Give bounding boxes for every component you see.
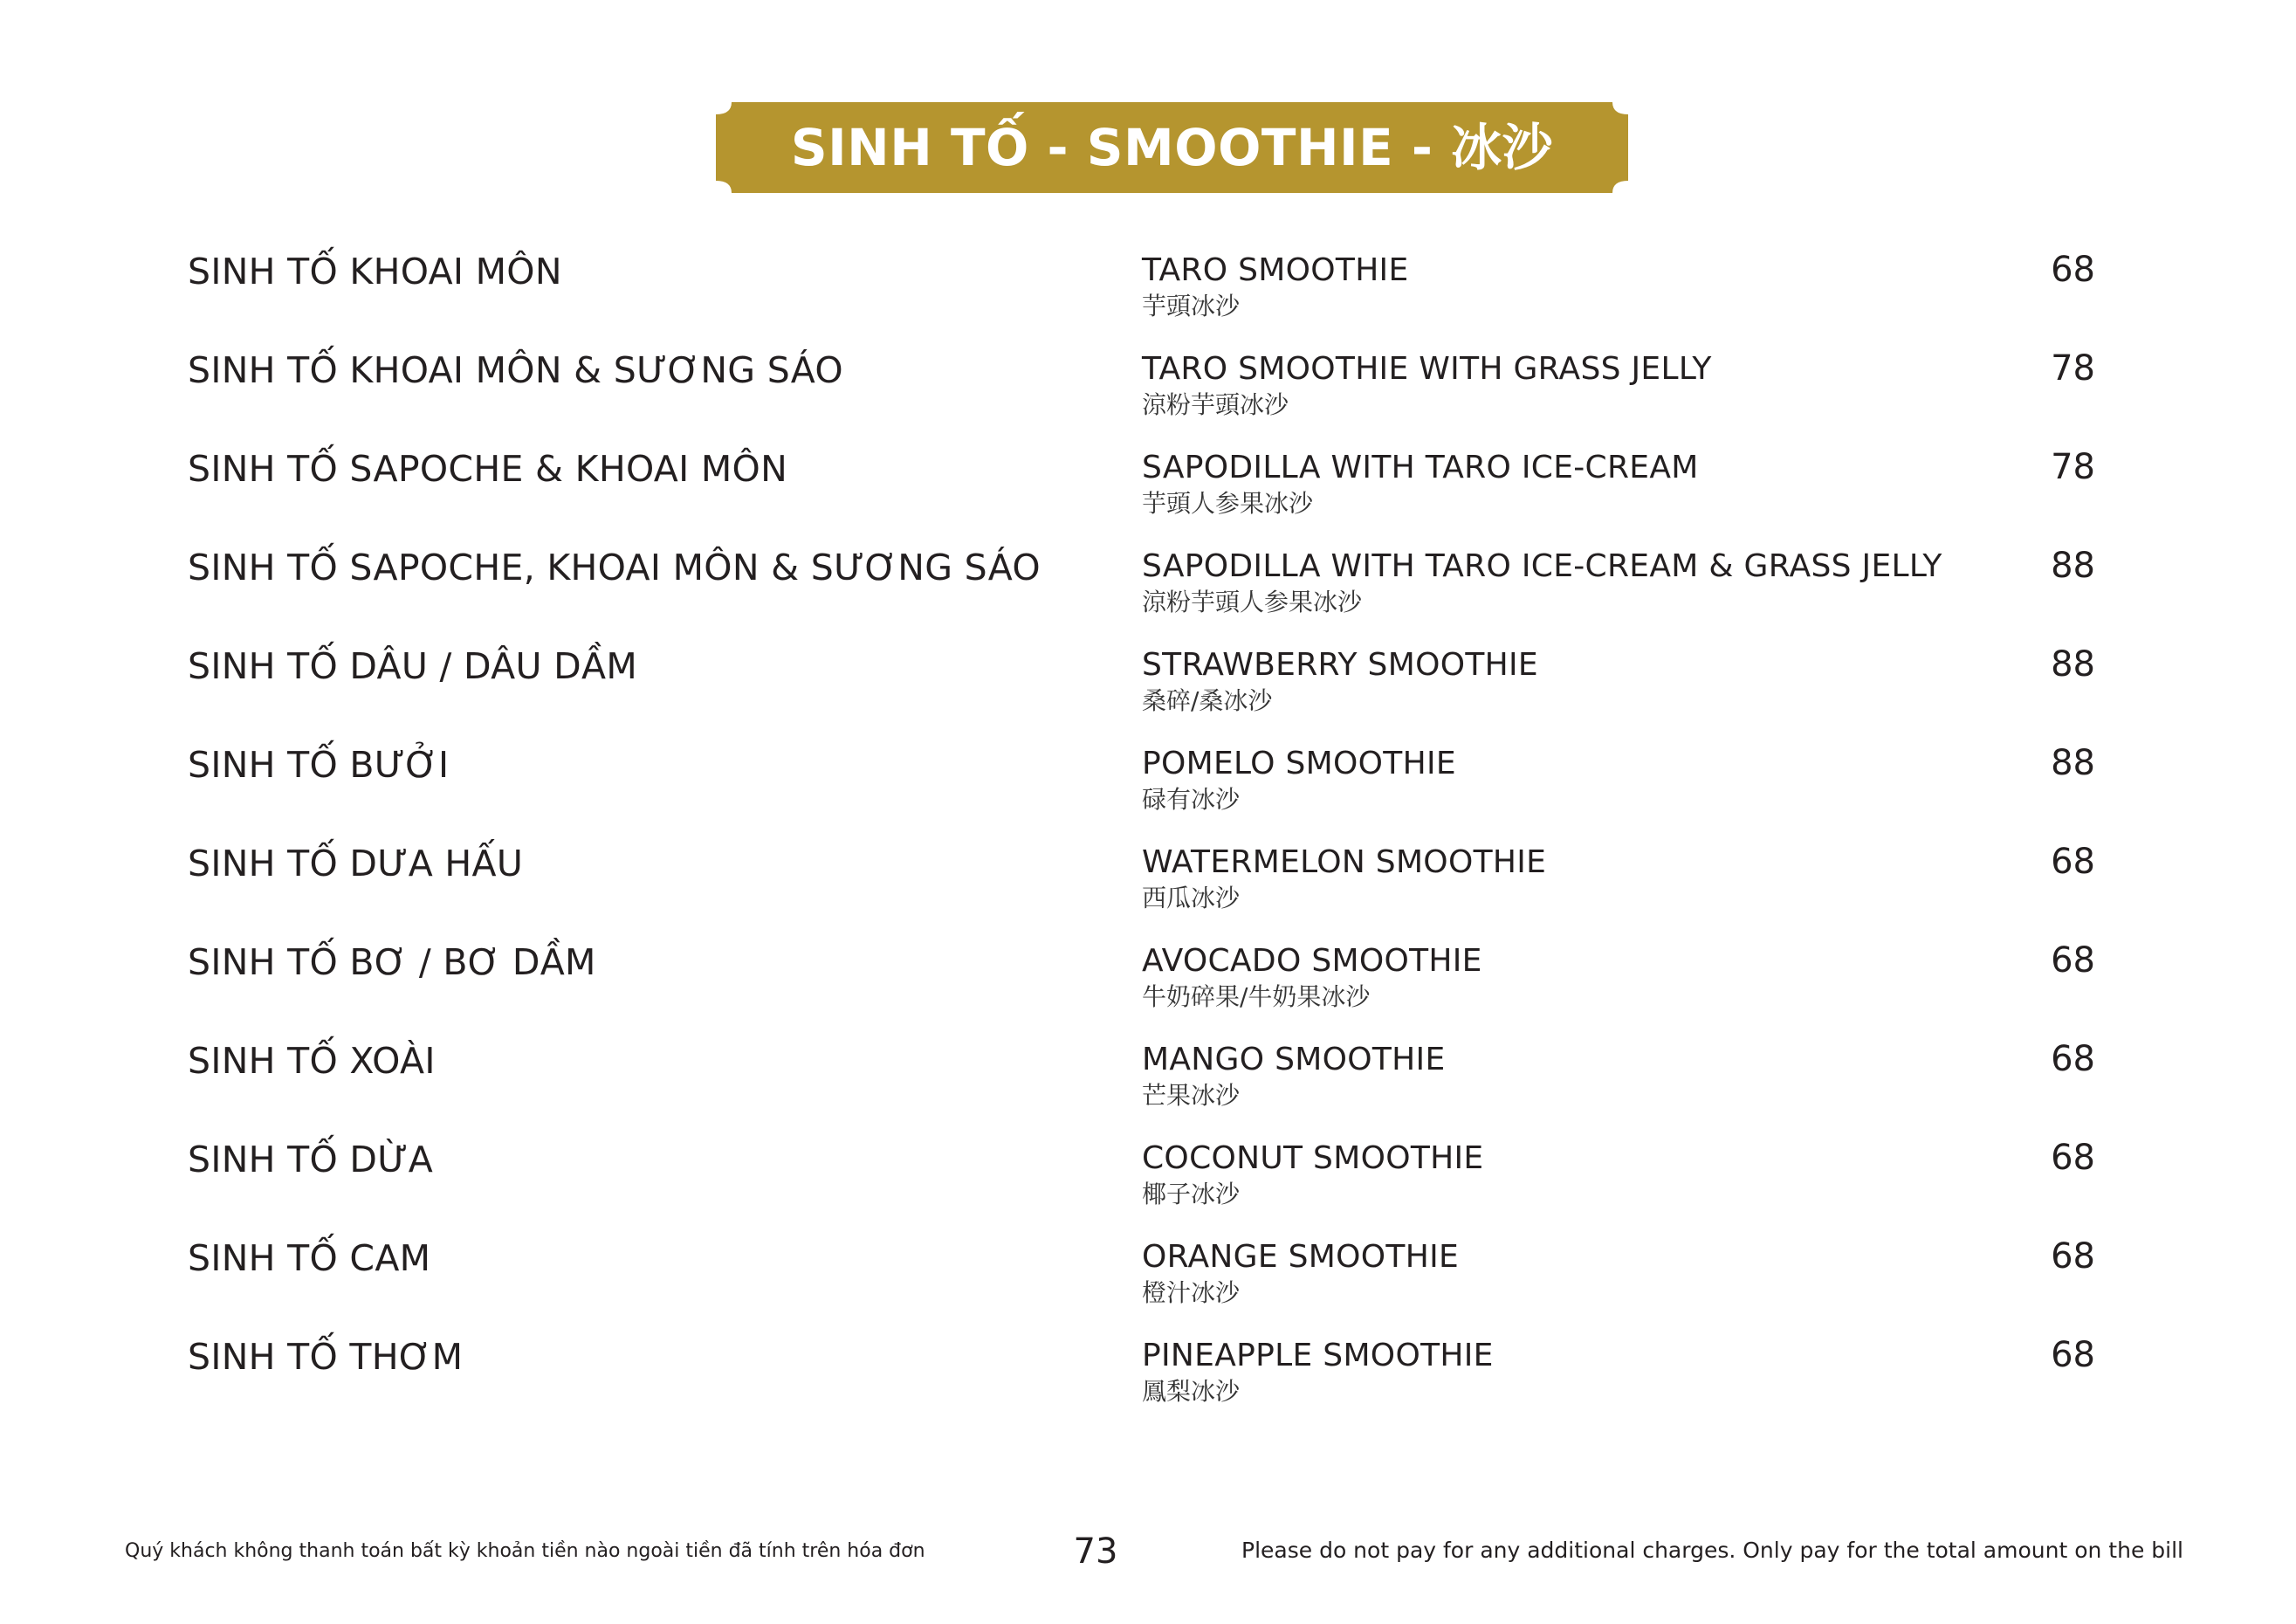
item-name-chinese: 鳳梨冰沙 xyxy=(1142,1377,1241,1406)
menu-item xyxy=(0,433,2296,532)
footer-note-vietnamese: Quý khách không thanh toán bất kỳ khoản tiền nào ngoài tiền đã tính trên hóa đơn xyxy=(125,1540,925,1562)
menu-item xyxy=(0,1124,2296,1222)
item-name-english: COCONUT SMOOTHIE xyxy=(1142,1140,1484,1176)
item-name-english: WATERMELON SMOOTHIE xyxy=(1142,844,1547,880)
item-name-chinese: 牛奶碎果/牛奶果冰沙 xyxy=(1142,982,1371,1011)
menu-item xyxy=(0,532,2296,630)
item-price: 78 xyxy=(2051,348,2095,389)
menu-item xyxy=(0,828,2296,926)
item-name-vietnamese: SINH TỐ DỪA xyxy=(188,1139,434,1180)
item-name-chinese: 芒果冰沙 xyxy=(1142,1081,1241,1110)
item-price: 68 xyxy=(2051,250,2095,290)
item-name-chinese: 桑碎/桑冰沙 xyxy=(1142,686,1273,715)
item-name-chinese: 西瓜冰沙 xyxy=(1142,884,1241,912)
item-price: 88 xyxy=(2051,644,2095,685)
item-name-english: ORANGE SMOOTHIE xyxy=(1142,1239,1460,1275)
item-name-chinese: 椰子冰沙 xyxy=(1142,1180,1241,1208)
item-name-english: MANGO SMOOTHIE xyxy=(1142,1042,1446,1077)
menu-list xyxy=(0,236,2296,1423)
page-number: 73 xyxy=(1073,1531,1118,1572)
item-price: 68 xyxy=(2051,1236,2095,1276)
item-name-english: PINEAPPLE SMOOTHIE xyxy=(1142,1338,1494,1373)
item-name-vietnamese: SINH TỐ CAM xyxy=(188,1237,431,1279)
item-price: 68 xyxy=(2051,842,2095,882)
item-name-english: AVOCADO SMOOTHIE xyxy=(1142,943,1482,979)
footer-note-english: Please do not pay for any additional charges. Only pay for the total amount on the bill xyxy=(1241,1538,2183,1563)
item-name-vietnamese: SINH TỐ DƯA HẤU xyxy=(188,843,524,884)
item-name-vietnamese: SINH TỐ BƠ / BƠ DẦM xyxy=(188,941,596,983)
section-header-banner xyxy=(716,102,1628,193)
section-title: SINH TỐ - SMOOTHIE - 冰沙 xyxy=(790,118,1554,177)
item-name-vietnamese: SINH TỐ THƠM xyxy=(188,1336,464,1378)
item-price: 68 xyxy=(2051,1138,2095,1178)
item-name-vietnamese: SINH TỐ SAPOCHE, KHOAI MÔN & SƯƠNG SÁO xyxy=(188,547,1041,588)
menu-item xyxy=(0,236,2296,334)
item-name-vietnamese: SINH TỐ SAPOCHE & KHOAI MÔN xyxy=(188,448,788,490)
item-price: 68 xyxy=(2051,940,2095,981)
item-name-chinese: 涼粉芋頭人参果冰沙 xyxy=(1142,588,1363,616)
item-name-english: TARO SMOOTHIE WITH GRASS JELLY xyxy=(1142,351,1712,387)
menu-item xyxy=(0,1025,2296,1124)
item-price: 88 xyxy=(2051,743,2095,783)
item-name-english: TARO SMOOTHIE xyxy=(1142,252,1409,288)
item-name-vietnamese: SINH TỐ KHOAI MÔN xyxy=(188,251,562,292)
item-price: 68 xyxy=(2051,1039,2095,1079)
item-name-english: SAPODILLA WITH TARO ICE-CREAM xyxy=(1142,450,1699,485)
item-name-chinese: 芋頭人参果冰沙 xyxy=(1142,489,1314,518)
item-price: 88 xyxy=(2051,546,2095,586)
item-name-english: SAPODILLA WITH TARO ICE-CREAM & GRASS JELLY xyxy=(1142,548,1942,584)
item-name-vietnamese: SINH TỐ BƯỞI xyxy=(188,744,450,786)
item-name-vietnamese: SINH TỐ XOÀI xyxy=(188,1040,436,1082)
item-name-chinese: 芋頭冰沙 xyxy=(1142,292,1241,320)
item-name-chinese: 橙汁冰沙 xyxy=(1142,1278,1241,1307)
menu-item xyxy=(0,334,2296,433)
menu-item xyxy=(0,1222,2296,1321)
item-name-vietnamese: SINH TỐ DÂU / DÂU DẦM xyxy=(188,645,638,687)
item-price: 68 xyxy=(2051,1335,2095,1375)
item-name-english: POMELO SMOOTHIE xyxy=(1142,746,1456,781)
item-name-chinese: 涼粉芋頭冰沙 xyxy=(1142,390,1289,419)
menu-item xyxy=(0,729,2296,828)
menu-item xyxy=(0,1321,2296,1420)
item-name-english: STRAWBERRY SMOOTHIE xyxy=(1142,647,1538,683)
menu-item xyxy=(0,630,2296,729)
item-price: 78 xyxy=(2051,447,2095,487)
item-name-chinese: 碌有冰沙 xyxy=(1142,785,1241,814)
menu-item xyxy=(0,926,2296,1025)
item-name-vietnamese: SINH TỐ KHOAI MÔN & SƯƠNG SÁO xyxy=(188,349,843,391)
